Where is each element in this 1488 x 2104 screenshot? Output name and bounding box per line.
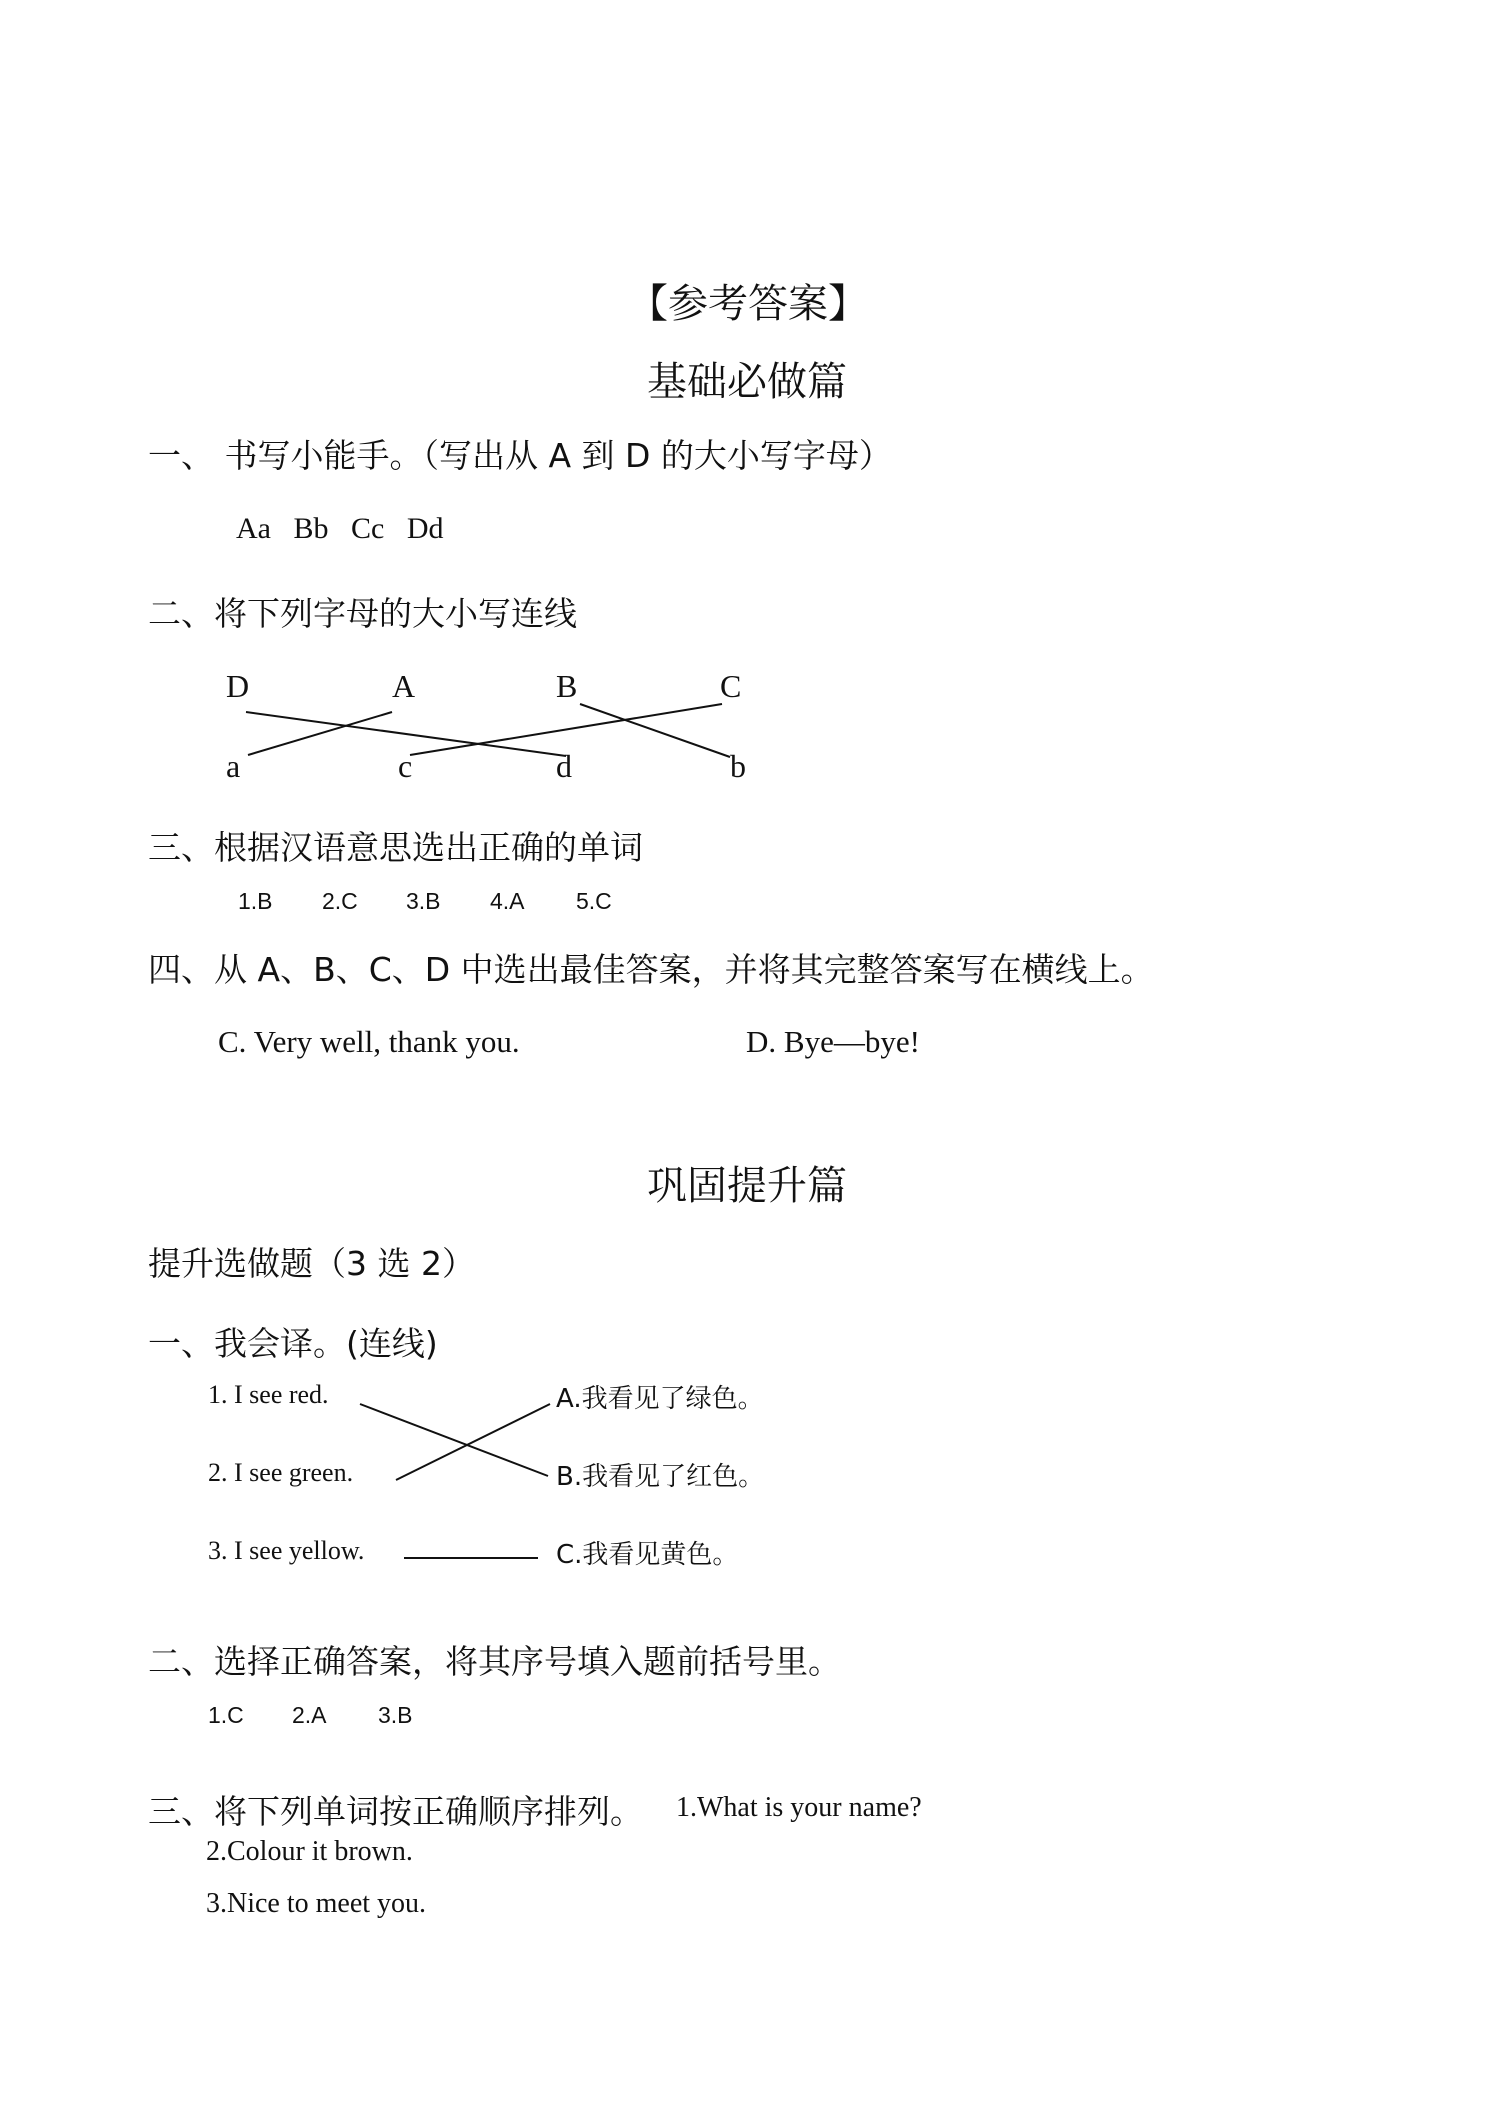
translate-left-item: 3. I see yellow. — [208, 1536, 365, 1565]
p2-q2-heading: 二、选择正确答案，将其序号填入题前括号里。 — [148, 1642, 841, 1681]
translate-left-item: 1. I see red. — [208, 1380, 329, 1409]
match-line-D-d — [246, 712, 566, 756]
top-letter: C — [720, 668, 742, 704]
bottom-letter: b — [730, 748, 746, 784]
translate-line-1-B — [360, 1404, 548, 1476]
part2-subtitle: 提升选做题（3 选 2） — [148, 1244, 475, 1283]
q1-heading: 一、 书写小能手。（写出从 A 到 D 的大小写字母） — [148, 436, 892, 475]
q2-heading: 二、将下列字母的大小写连线 — [148, 594, 577, 633]
part2-title: 巩固提升篇 — [647, 1163, 847, 1209]
part1-title: 基础必做篇 — [647, 359, 847, 405]
match-line-C-c — [410, 704, 722, 755]
match-line-B-b — [580, 704, 730, 757]
translate-right-item: B.我看见了红色。 — [556, 1462, 765, 1492]
p2-q2-answer: 1.C — [208, 1702, 244, 1728]
bottom-letter: d — [556, 748, 572, 784]
q3-answer: 3.B — [406, 888, 441, 914]
q1-answer: Aa Bb Cc Dd — [236, 512, 444, 545]
q4-answer: C. Very well, thank you. — [218, 1024, 520, 1059]
q3-heading: 三、根据汉语意思选出正确的单词 — [148, 828, 643, 867]
q3-answer: 4.A — [490, 888, 525, 914]
translate-right-item: A.我看见了绿色。 — [556, 1384, 764, 1414]
p2-q2-answer: 3.B — [378, 1702, 413, 1728]
translate-right-item: C.我看见黄色。 — [556, 1540, 739, 1570]
q3-answer: 2.C — [322, 888, 358, 914]
p2-q3-heading: 三、将下列单词按正确顺序排列。 — [148, 1792, 643, 1831]
q3-answer: 5.C — [576, 888, 612, 914]
p2-q3-answer: 2.Colour it brown. — [206, 1836, 413, 1867]
bottom-letter: a — [226, 748, 241, 784]
q4-heading: 四、从 A、B、C、D 中选出最佳答案，并将其完整答案写在横线上。 — [148, 950, 1154, 989]
q4-answer: D. Bye—bye! — [746, 1024, 920, 1059]
p2-q3-answer: 1.What is your name? — [676, 1792, 922, 1823]
p2-q2-answer: 2.A — [292, 1702, 327, 1728]
p2-q3-answer: 3.Nice to meet you. — [206, 1888, 427, 1919]
top-letter: D — [226, 668, 250, 704]
p2-q1-heading: 一、我会译。(连线) — [148, 1324, 438, 1363]
q3-answer: 1.B — [238, 888, 273, 914]
match-line-A-a — [248, 712, 392, 755]
top-letter: A — [392, 668, 416, 704]
translate-left-item: 2. I see green. — [208, 1458, 354, 1487]
bottom-letter: c — [398, 748, 413, 784]
top-letter: B — [556, 668, 578, 704]
answer-key-heading: 【参考答案】 — [628, 281, 868, 327]
